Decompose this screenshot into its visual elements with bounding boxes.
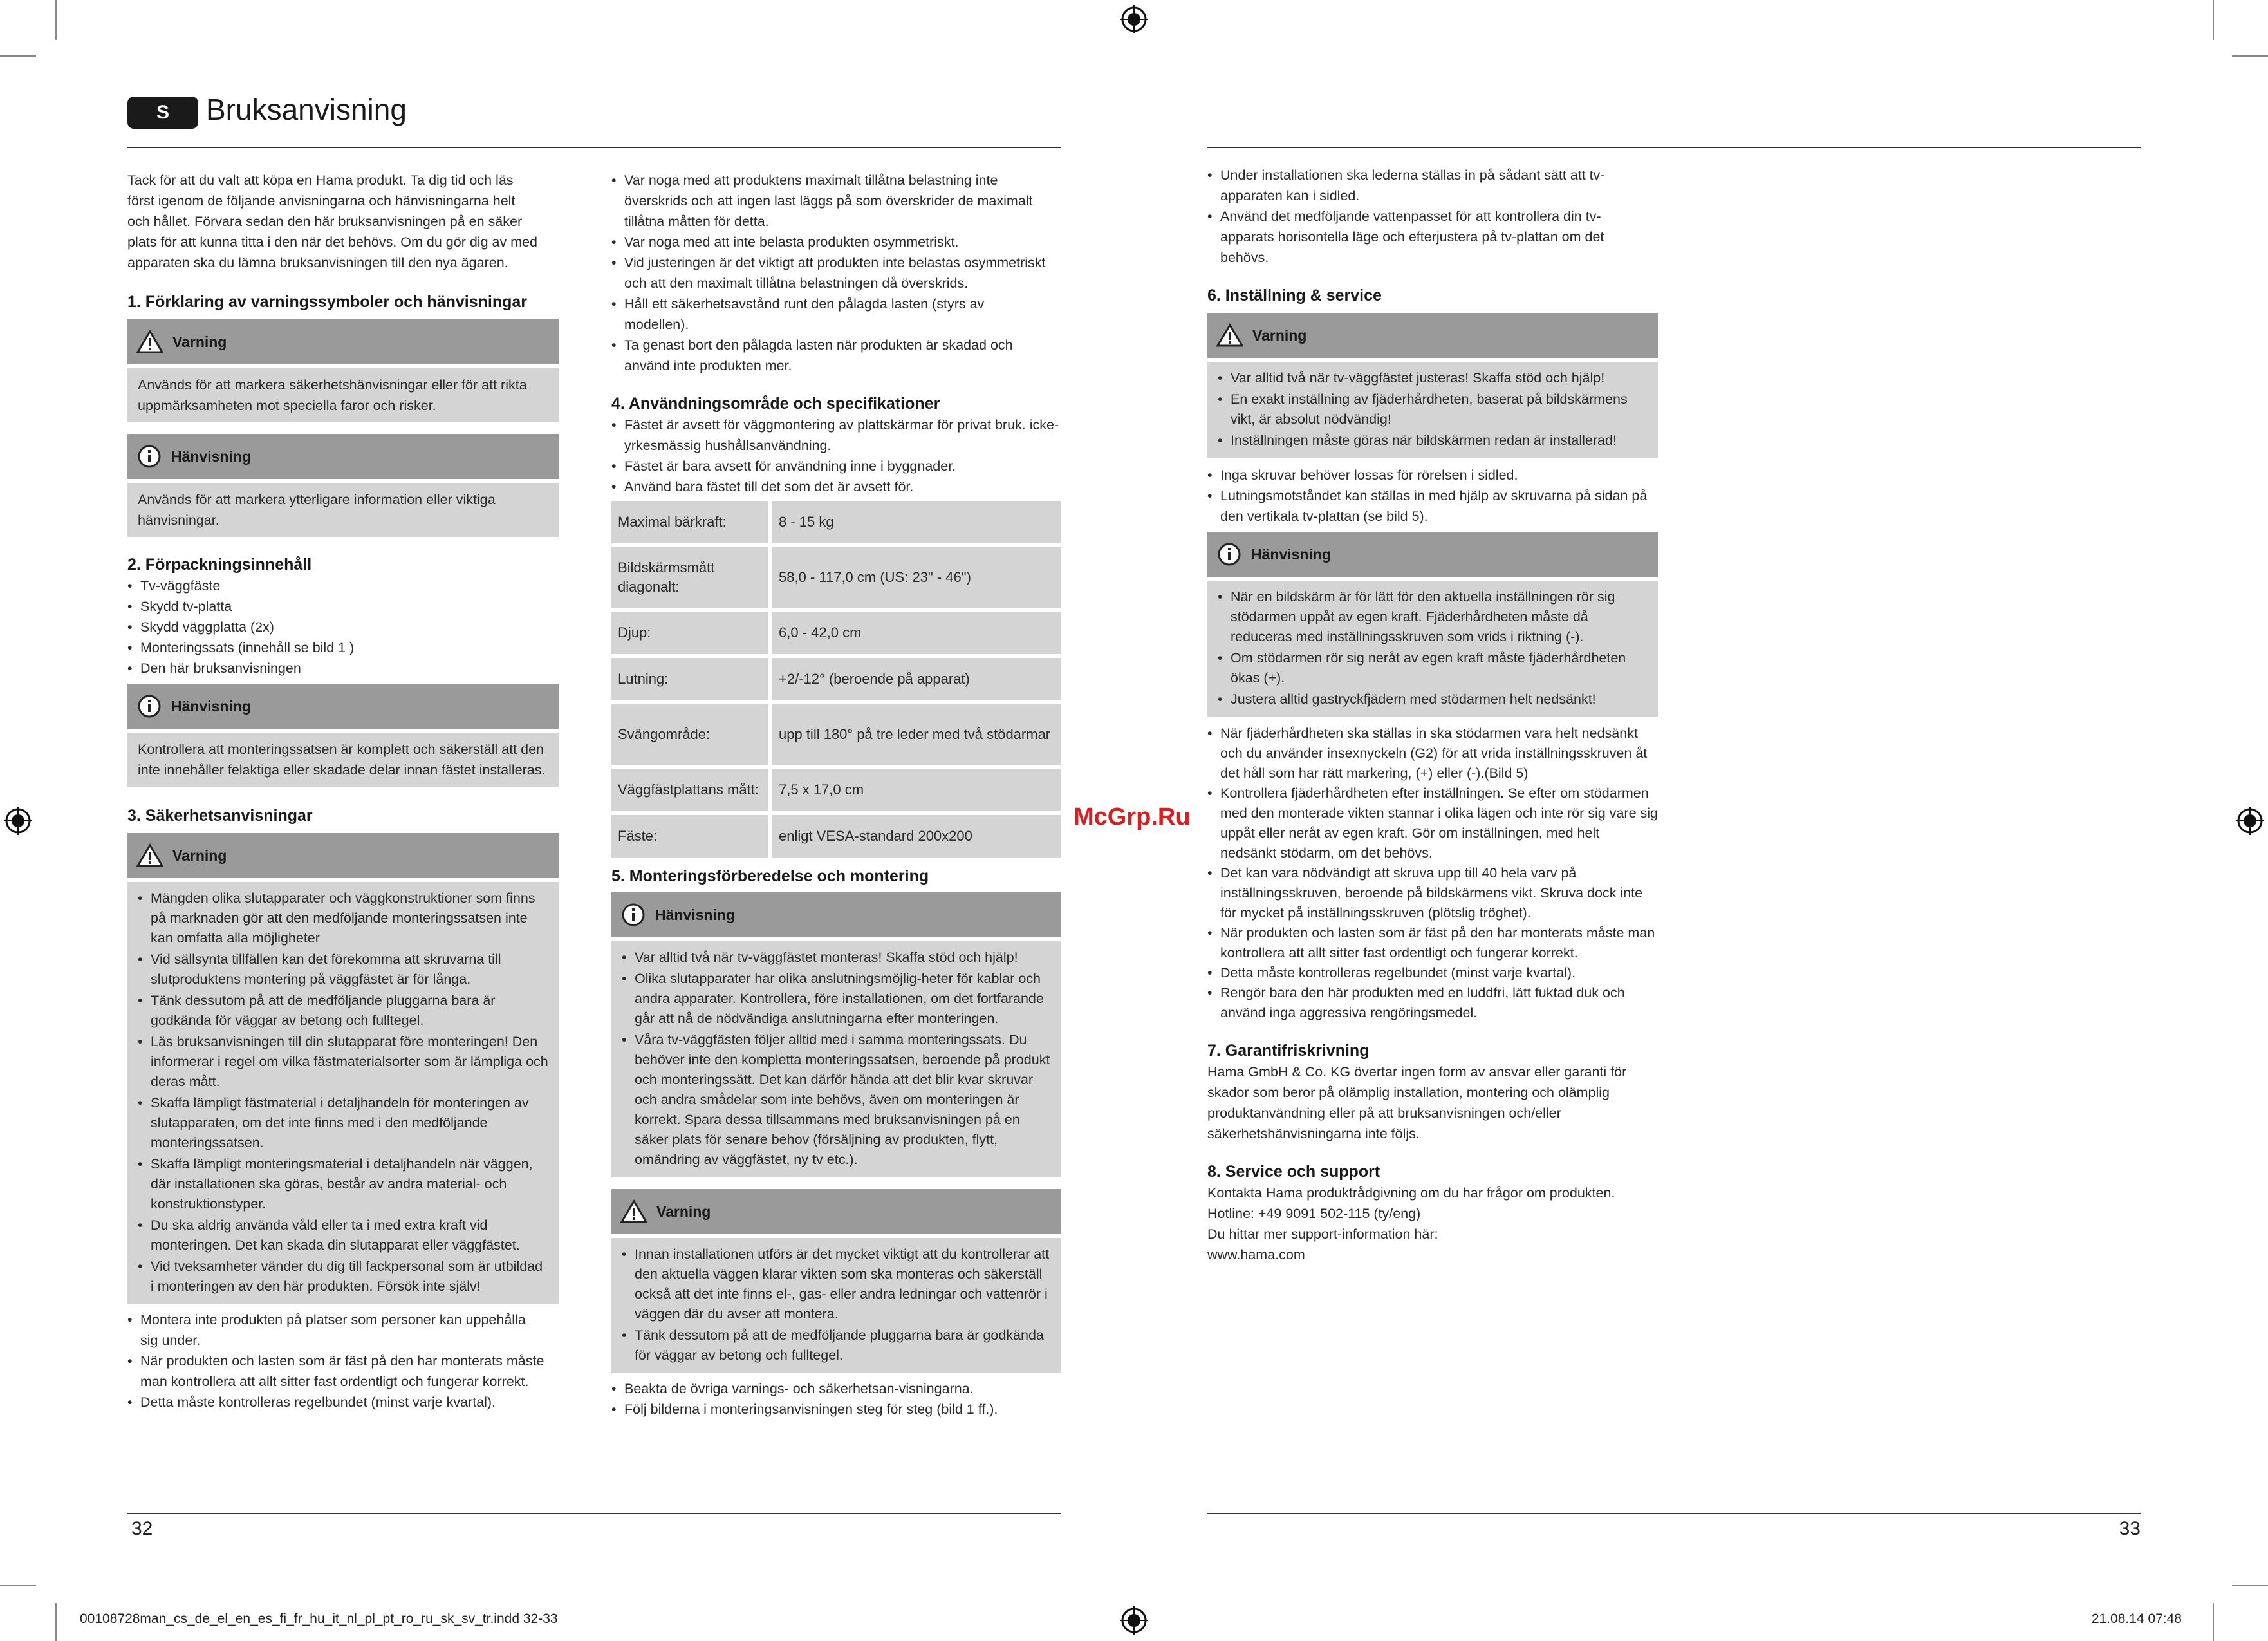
table-row [611,658,1061,700]
spring-note-box [1207,581,1658,717]
list-item: • Justera alltid gastryckfjädern med stödarmen helt nedsänkt! [1218,689,1648,709]
spec-table [611,497,1061,861]
list-item: • Fästet är bara avsett för användning inne i byggnader. [611,456,1061,476]
spec-key: Lutning: [611,658,772,700]
table-row [611,815,1061,858]
crop-mark [0,55,36,57]
list-item: • Var alltid två när tv-väggfästet monteras! Skaffa stöd och hjälp! [622,948,1050,968]
table-row [611,612,1061,654]
list-item: • Vid tveksamheter vänder du dig till fackpersonal som är utbildad i monteringen av den här produkten. Försök inte själv! [138,1257,548,1297]
list-item: • Skaffa lämpligt monteringsmaterial i detaljhandeln när väggen, där installationen ska göras, består av andra material- och konstruktionstyper. [138,1154,548,1214]
crop-mark [2232,1585,2268,1586]
list-item: • Rengör bara den här produkten med en luddfri, lätt fuktad duk och använd inga aggressiva rengöringsmedel. [1207,983,1658,1023]
list-item: • Den här bruksanvisningen [127,658,559,679]
registration-mark-icon [1120,5,1148,33]
info-icon [136,444,162,469]
column-2 [611,170,1061,1420]
usage-list [611,415,1061,497]
header-rule [1207,147,2141,148]
page-number-left: 32 [131,1518,153,1539]
page-title: Bruksanvisning [206,93,407,126]
warning-label: Varning [656,1203,711,1220]
watermark: McGrp.Ru [1074,803,1191,830]
list-item: • När produkten och lasten som är fäst på den har monterats måste man kontrollera att allt sitter fast ordentligt och fungerar korrekt. [127,1351,546,1392]
warning-icon [1216,323,1243,348]
list-item: • Mängden olika slutapparater och väggkonstruktioner som finns på marknaden gör att den medföljande monteringssatsen inte kan omfatta alla möjligheter [138,888,548,948]
crop-mark [2232,55,2268,57]
info-icon [136,693,162,719]
installation-list [1207,165,1645,268]
section-5-title: 5. Monteringsförberedelse och montering [611,867,929,885]
list-item: • Var noga med att inte belasta produkten osymmetriskt. [611,232,1049,252]
list-item: • Inga skruvar behöver lossas för rörelsen i sidled. [1207,465,1651,485]
spec-key: Svängområde: [611,704,772,765]
list-item: • Våra tv-väggfästen följer alltid med i samma monteringssats. Du behöver inte den kompletta monteringssatsen, beroende på produkt och monteringssätt. Det kan därför hända att det blir kvar skruvar och andra smådelar som inte behövs, även om monteringen är korrekt. Spara dessa tillsammans med bruksanvisningen på en säker plats för senare behov (försäljning av produkten, flytt, omändring av väggfästet, ny tv etc.). [622,1030,1050,1170]
list-item: • När en bildskärm är för lätt för den aktuella inställningen rör sig stödarmen uppåt av egen kraft. Fjäderhårdheten måste då reduceras med inställningsskruven som vrids i riktning (-). [1218,587,1648,647]
list-item: • Tänk dessutom på att de medföljande pluggarna bara är godkända för väggar av betong och fulltegel. [622,1326,1050,1365]
list-item: • Montera inte produkten på platser som personer kan uppehålla sig under. [127,1309,546,1351]
table-row [611,501,1061,543]
spec-value: 8 - 15 kg [772,501,1061,543]
header-rule [127,147,1061,148]
safety-warning-box [127,882,559,1304]
adjust-warning-box [1207,362,1658,458]
spec-value: upp till 180° på tre leder med två stödarmar [772,704,1061,765]
section-1-title: 1. Förklaring av varningssymboler och hänvisningar [127,293,528,311]
spec-key: Väggfästplattans mått: [611,769,772,811]
warning-icon [136,843,163,868]
warranty-text: Hama GmbH & Co. KG övertar ingen form av ansvar eller garanti för skador som beror på olämplig installation, montering och olämplig produktanvändning eller på att bruksanvisningen och/eller säkerhetshänvisningarna inte följs. [1207,1064,1627,1141]
list-item: • Fästet är avsett för väggmontering av plattskärmar för privat bruk. icke-yrkesmässig hushållsanvändning. [611,415,1061,456]
list-item: • Skaffa lämpligt fästmaterial i detaljhandeln för monteringen av slutapparaten, om det inte finns med i den medföljande monteringssatsen. [138,1093,548,1153]
section-4-title: 4. Användningsområde och specifikationer [611,395,940,413]
support-url[interactable]: www.hama.com [1207,1247,1305,1262]
table-row [611,547,1061,608]
list-item: • Tänk dessutom på att de medföljande pluggarna bara är godkända för väggar av betong och fulltegel. [138,991,548,1031]
list-item: • Vid justeringen är det viktigt att produkten inte belastas osymmetriskt och att den maximalt tillåtna belastningen då överskrids. [611,252,1049,294]
list-item: • Inställningen måste göras när bildskärmen redan är installerad! [1218,431,1648,451]
warning-bar [1207,313,1658,358]
section-3-title: 3. Säkerhetsanvisningar [127,807,313,825]
intro-text: Tack för att du valt att köpa en Hama produkt. Ta dig tid och läs först igenom de följande anvisningarna och hänvisningarna helt och hållet. Förvara sedan den här bruksanvisningen på en säker plats för att kunna titta i den när det behövs. Om du gör dig av med apparaten ska du lämna bruksanvisningen till den nya ägaren. [127,173,538,270]
section-2-title: 2. Förpackningsinnehåll [127,556,312,574]
warning-icon [136,330,163,354]
list-item: • Vid sällsynta tillfällen kan det förekomma att skruvarna till slutproduktens montering på väggfästet är för långa. [138,950,548,989]
spec-key: Djup: [611,612,772,654]
crop-mark [2213,0,2214,40]
mounting-warning-box [611,1238,1061,1373]
warning-bar [611,1189,1061,1234]
support-hotline: Hotline: +49 9091 502-115 (ty/eng) [1207,1206,1421,1221]
spec-value: enligt VESA-standard 200x200 [772,815,1061,858]
warning-label: Varning [172,847,227,864]
spec-key: Maximal bärkraft: [611,501,772,543]
spec-key: Bildskärmsmått diagonalt: [611,547,772,608]
list-item: • Skydd tv-platta [127,596,559,617]
list-item: • Kontrollera fjäderhårdheten efter inställningen. Se efter om stödarmen med den monterade vikten stannar i olika lägen och inte rör sig vare sig uppåt eller neråt av egen kraft. Gör om inställningen, med helt nedsänkt stödarm, om det behövs. [1207,783,1658,863]
registration-mark-icon [4,807,32,835]
print-filename: 00108728man_cs_de_el_en_es_fi_fr_hu_it_nl_pl_pt_ro_ru_sk_sv_tr.indd 32-33 [80,1611,558,1626]
column-3 [1207,165,1658,1265]
crop-mark [0,1585,36,1586]
page-number-right: 33 [2119,1518,2141,1539]
list-item: • Var alltid två när tv-väggfästet justeras! Skaffa stöd och hjälp! [1218,368,1648,388]
crop-mark [2213,1603,2214,1641]
warning-explanation: Används för att markera säkerhetshänvisningar eller för att rikta uppmärksamheten mot speciella faror och risker. [127,368,559,422]
list-item: • Under installationen ska lederna ställas in på sådant sätt att tv-apparaten kan i sidled. [1207,165,1645,206]
list-item: • Använd det medföljande vattenpasset för att kontrollera din tv-apparats horisontella läge och efterjustera på tv-plattan om det behövs. [1207,206,1645,268]
warning-label: Varning [172,333,227,350]
print-date: 21.08.14 07:48 [2091,1611,2182,1626]
mounting-list [611,1378,1061,1420]
list-item: • Om stödarmen rör sig neråt av egen kraft måste fjäderhårdheten ökas (+). [1218,648,1648,688]
section-6-title: 6. Inställning & service [1207,286,1382,305]
list-item: • Detta måste kontrolleras regelbundet (minst varje kvartal). [1207,963,1658,983]
footer-rule [1207,1513,2141,1514]
crop-mark [55,1603,57,1641]
list-item: • Du ska aldrig använda våld eller ta i med extra kraft vid monteringen. Det kan skada din slutapparat eller väggfästet. [138,1215,548,1255]
note-bar [127,434,559,479]
list-item: • Ta genast bort den pålagda lasten när produkten är skadad och använd inte produkten mer. [611,335,1049,376]
support-line: Kontakta Hama produktrådgivning om du har frågor om produkten. [1207,1185,1615,1201]
list-item: • Det kan vara nödvändigt att skruva upp till 40 hela varv på inställningsskruven, beroende på bildskärmens vikt. Skruva dock inte för mycket på inställningsskruven (plötslig tröghet). [1207,863,1658,923]
list-item: • Var noga med att produktens maximalt tillåtna belastning inte överskrids och att ingen last läggs på som överskrider de maximalt tillåtna måtten för detta. [611,170,1049,232]
list-item: • Lutningsmotståndet kan ställas in med hjälp av skruvarna på sidan på den vertikala tv-plattan (se bild 5). [1207,485,1651,527]
load-list [611,170,1049,376]
section-7-title: 7. Garantifriskrivning [1207,1042,1370,1060]
footer-rule [127,1513,1061,1514]
warning-bar [127,833,559,878]
list-item: • När fjäderhårdheten ska ställas in ska stödarmen vara helt nedsänkt och du använder insexnyckeln (G2) för att vrida inställningsskruven åt det håll som har rätt markering, (+) eller (-).(Bild 5) [1207,724,1658,783]
list-item: • Följ bilderna i monteringsanvisningen steg för steg (bild 1 ff.). [611,1399,1061,1420]
list-item: • Använd bara fästet till det som det är avsett för. [611,476,1061,497]
adjust-list [1207,465,1651,527]
list-item: • En exakt inställning av fjäderhårdheten, baserat på bildskärmens vikt, är absolut nödvändig! [1218,389,1648,429]
safety-list [127,1309,546,1412]
support-line: Du hittar mer support-information här: [1207,1226,1438,1242]
list-item: • Beakta de övriga varnings- och säkerhetsan-visningarna. [611,1378,1061,1399]
list-item: • Läs bruksanvisningen till din slutapparat före monteringen! Den informerar i regel om vilka fästmaterialsorter som är lämpliga och deras mått. [138,1032,548,1092]
warning-bar [127,319,559,364]
mounting-note-box [611,941,1061,1177]
spec-value: 6,0 - 42,0 cm [772,612,1061,654]
list-item: • Håll ett säkerhetsavstånd runt den pålagda lasten (styrs av modellen). [611,294,1049,335]
section-8-title: 8. Service och support [1207,1163,1380,1181]
warning-icon [620,1199,647,1224]
list-item: • När produkten och lasten som är fäst på den har monterats måste man kontrollera att allt sitter fast ordentligt och fungerar korrekt. [1207,923,1658,963]
package-note-text: Kontrollera att monteringssatsen är komplett och säkerställ att den inte innehåller felaktiga eller skadade delar innan fästet installeras. [127,733,559,787]
note-label: Hänvisning [171,697,251,715]
package-contents-list [127,576,559,679]
info-icon [620,902,646,928]
note-bar [611,892,1061,937]
language-badge: S [127,97,198,129]
table-row [611,769,1061,811]
list-item: • Detta måste kontrolleras regelbundet (minst varje kvartal). [127,1392,546,1412]
spec-value: 58,0 - 117,0 cm (US: 23" - 46") [772,547,1061,608]
note-explanation: Används för att markera ytterligare information eller viktiga hänvisningar. [127,483,559,537]
crop-mark [55,0,57,40]
note-label: Hänvisning [171,447,251,465]
spec-value: +2/-12° (beroende på apparat) [772,658,1061,700]
note-bar [127,684,559,729]
note-label: Hänvisning [655,906,735,923]
list-item: • Innan installationen utförs är det mycket viktigt att du kontrollerar att den aktuella väggen klarar vikten som ska monteras och säkerställ också att det inte finns el-, gas- eller andra ledningar och vattenrör i väggen där du avser att montera. [622,1244,1050,1324]
spec-value: 7,5 x 17,0 cm [772,769,1061,811]
spring-list [1207,724,1658,1023]
registration-mark-icon [1120,1606,1148,1635]
warning-label: Varning [1252,326,1307,344]
list-item: • Monteringssats (innehåll se bild 1 ) [127,637,559,658]
table-row [611,704,1061,765]
list-item: • Skydd väggplatta (2x) [127,617,559,637]
registration-mark-icon [2236,807,2264,835]
note-bar [1207,532,1658,577]
list-item: • Olika slutapparater har olika anslutningsmöjlig-heter för kablar och andra apparater. Kontrollera, före installationen, om det fortfarande går att nå de nödvändiga anslutningarna efter monteringen. [622,969,1050,1029]
note-label: Hänvisning [1251,545,1331,563]
list-item: • Tv-väggfäste [127,576,559,596]
column-1 [127,170,559,1412]
info-icon [1216,541,1242,567]
spec-key: Fäste: [611,815,772,858]
